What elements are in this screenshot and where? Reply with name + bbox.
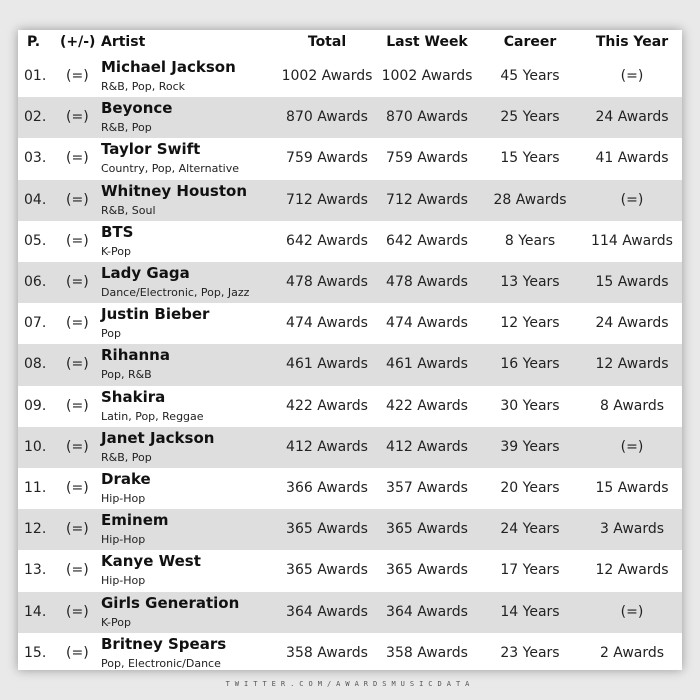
table-row xyxy=(18,344,682,385)
rank-number: 04. xyxy=(24,191,47,208)
artist-genre: K-Pop xyxy=(101,244,131,258)
rank-change: (=) xyxy=(66,521,89,538)
table-header xyxy=(18,30,682,56)
total-awards: 412 Awards xyxy=(286,438,368,455)
total-awards: 870 Awards xyxy=(286,109,368,126)
this-year-awards: 24 Awards xyxy=(595,315,669,332)
artist-genre: Country, Pop, Alternative xyxy=(101,162,239,176)
artist-name: Whitney Houston xyxy=(101,181,248,200)
table-row xyxy=(18,56,682,97)
table-row xyxy=(18,427,682,468)
career-length: 23 Years xyxy=(500,644,560,661)
artist-genre: Pop xyxy=(101,327,121,341)
rank-number: 03. xyxy=(24,150,47,167)
artist-name: Rihanna xyxy=(101,346,170,365)
this-year-awards: 8 Awards xyxy=(599,397,665,414)
artist-genre: K-Pop xyxy=(101,615,131,629)
total-awards: 712 Awards xyxy=(286,191,368,208)
rank-number: 01. xyxy=(24,68,47,84)
rank-change: (=) xyxy=(66,274,89,290)
header-last-week: Last Week xyxy=(386,34,468,50)
header-this-year: This Year xyxy=(595,34,669,50)
career-length: 15 Years xyxy=(500,150,560,167)
career-length: 28 Awards xyxy=(493,191,567,208)
table-row xyxy=(18,97,682,138)
header-total: Total xyxy=(307,34,347,50)
career-length: 30 Years xyxy=(500,397,560,414)
rank-number: 06. xyxy=(24,274,47,290)
rank-change: (=) xyxy=(66,109,89,126)
artist-name: Girls Generation xyxy=(101,593,240,612)
total-awards: 474 Awards xyxy=(286,315,368,332)
table-row xyxy=(18,509,682,550)
last-week-awards: 474 Awards xyxy=(386,315,468,332)
last-week-awards: 461 Awards xyxy=(386,356,468,373)
total-awards: 478 Awards xyxy=(286,274,368,290)
table-row xyxy=(18,592,682,633)
rankings-table xyxy=(18,30,682,670)
career-length: 8 Years xyxy=(504,232,556,249)
header-change: (+/-) xyxy=(60,34,96,50)
artist-name: Justin Bieber xyxy=(101,305,210,324)
table-row xyxy=(18,468,682,509)
career-length: 17 Years xyxy=(500,562,560,579)
last-week-awards: 357 Awards xyxy=(386,480,468,496)
total-awards: 759 Awards xyxy=(286,150,368,167)
table-row xyxy=(18,303,682,344)
rank-number: 10. xyxy=(24,438,47,455)
career-length: 39 Years xyxy=(500,438,560,455)
this-year-awards: 2 Awards xyxy=(599,644,665,661)
last-week-awards: 365 Awards xyxy=(386,562,468,579)
artist-genre: R&B, Soul xyxy=(101,203,156,217)
last-week-awards: 1002 Awards xyxy=(381,68,473,84)
rank-number: 14. xyxy=(24,603,47,620)
source-watermark: TWITTER.COM/AWARDSMUSICDATA xyxy=(225,680,475,688)
this-year-awards: 24 Awards xyxy=(595,109,669,126)
rank-number: 05. xyxy=(24,232,47,249)
header-career: Career xyxy=(503,34,557,50)
artist-name: Michael Jackson xyxy=(101,58,236,76)
this-year-awards: 15 Awards xyxy=(595,274,669,290)
rank-number: 08. xyxy=(24,356,47,373)
artist-name: Lady Gaga xyxy=(101,264,190,282)
artist-name: Shakira xyxy=(101,387,166,406)
table-row xyxy=(18,386,682,427)
total-awards: 358 Awards xyxy=(286,644,368,661)
this-year-awards: (=) xyxy=(620,603,644,620)
artist-genre: Pop, Electronic/Dance xyxy=(101,656,221,670)
artist-name: Drake xyxy=(101,470,151,488)
total-awards: 642 Awards xyxy=(286,232,368,249)
rank-change: (=) xyxy=(66,315,89,332)
artist-name: Britney Spears xyxy=(101,634,227,653)
last-week-awards: 642 Awards xyxy=(386,232,468,249)
career-length: 45 Years xyxy=(500,68,560,84)
rank-change: (=) xyxy=(66,356,89,373)
this-year-awards: 114 Awards xyxy=(591,232,673,249)
rank-change: (=) xyxy=(66,150,89,167)
artist-name: Eminem xyxy=(101,511,169,530)
artist-genre: Hip-Hop xyxy=(101,492,146,505)
table-row xyxy=(18,180,682,221)
table-row xyxy=(18,262,682,303)
last-week-awards: 759 Awards xyxy=(386,150,468,167)
rank-number: 15. xyxy=(24,644,47,661)
artist-name: Taylor Swift xyxy=(101,140,201,159)
header-artist: Artist xyxy=(101,34,146,50)
last-week-awards: 412 Awards xyxy=(386,438,468,455)
total-awards: 422 Awards xyxy=(286,397,368,414)
artist-name: Beyonce xyxy=(101,99,173,118)
artist-genre: Dance/Electronic, Pop, Jazz xyxy=(101,286,250,299)
rank-change: (=) xyxy=(66,562,89,579)
career-length: 12 Years xyxy=(500,315,560,332)
rank-change: (=) xyxy=(66,232,89,249)
career-length: 13 Years xyxy=(500,274,560,290)
artist-name: Janet Jackson xyxy=(101,428,215,447)
rank-change: (=) xyxy=(66,644,89,661)
total-awards: 365 Awards xyxy=(286,521,368,538)
total-awards: 461 Awards xyxy=(286,356,368,373)
last-week-awards: 365 Awards xyxy=(386,521,468,538)
last-week-awards: 478 Awards xyxy=(386,274,468,290)
last-week-awards: 422 Awards xyxy=(386,397,468,414)
rank-number: 12. xyxy=(24,521,47,538)
rank-change: (=) xyxy=(66,438,89,455)
this-year-awards: (=) xyxy=(620,191,644,208)
last-week-awards: 358 Awards xyxy=(386,644,468,661)
artist-genre: Hip-Hop xyxy=(101,574,146,588)
this-year-awards: (=) xyxy=(620,68,644,84)
this-year-awards: 12 Awards xyxy=(595,562,669,579)
artist-genre: R&B, Pop, Rock xyxy=(101,80,186,93)
table-row xyxy=(18,138,682,179)
total-awards: 366 Awards xyxy=(286,480,368,496)
table-row xyxy=(18,633,682,670)
table-row xyxy=(18,221,682,262)
career-length: 14 Years xyxy=(500,603,560,620)
total-awards: 1002 Awards xyxy=(281,68,373,84)
this-year-awards: 3 Awards xyxy=(599,521,665,538)
last-week-awards: 712 Awards xyxy=(386,191,468,208)
total-awards: 364 Awards xyxy=(286,603,368,620)
this-year-awards: 12 Awards xyxy=(595,356,669,373)
career-length: 20 Years xyxy=(500,480,560,496)
career-length: 25 Years xyxy=(500,109,560,126)
career-length: 24 Years xyxy=(500,521,560,538)
total-awards: 365 Awards xyxy=(286,562,368,579)
rank-number: 02. xyxy=(24,109,47,126)
last-week-awards: 364 Awards xyxy=(386,603,468,620)
artist-genre: R&B, Pop xyxy=(101,450,152,464)
artist-name: Kanye West xyxy=(101,552,201,571)
rank-number: 07. xyxy=(24,315,47,332)
artist-genre: R&B, Pop xyxy=(101,121,152,135)
rank-change: (=) xyxy=(66,603,89,620)
artist-genre: Hip-Hop xyxy=(101,533,146,547)
this-year-awards: 15 Awards xyxy=(595,480,669,496)
rank-number: 13. xyxy=(24,562,47,579)
last-week-awards: 870 Awards xyxy=(386,109,468,126)
header-position: P. xyxy=(27,34,41,50)
rank-change: (=) xyxy=(66,480,89,496)
rank-number: 11. xyxy=(24,480,47,496)
rank-number: 09. xyxy=(24,397,47,414)
table-row xyxy=(18,550,682,591)
this-year-awards: 41 Awards xyxy=(595,150,669,167)
career-length: 16 Years xyxy=(500,356,560,373)
rank-change: (=) xyxy=(66,68,89,84)
artist-genre: Latin, Pop, Reggae xyxy=(101,409,204,423)
rank-change: (=) xyxy=(66,397,89,414)
rank-change: (=) xyxy=(66,191,89,208)
artist-genre: Pop, R&B xyxy=(101,368,152,382)
this-year-awards: (=) xyxy=(620,438,644,455)
artist-name: BTS xyxy=(101,222,134,241)
